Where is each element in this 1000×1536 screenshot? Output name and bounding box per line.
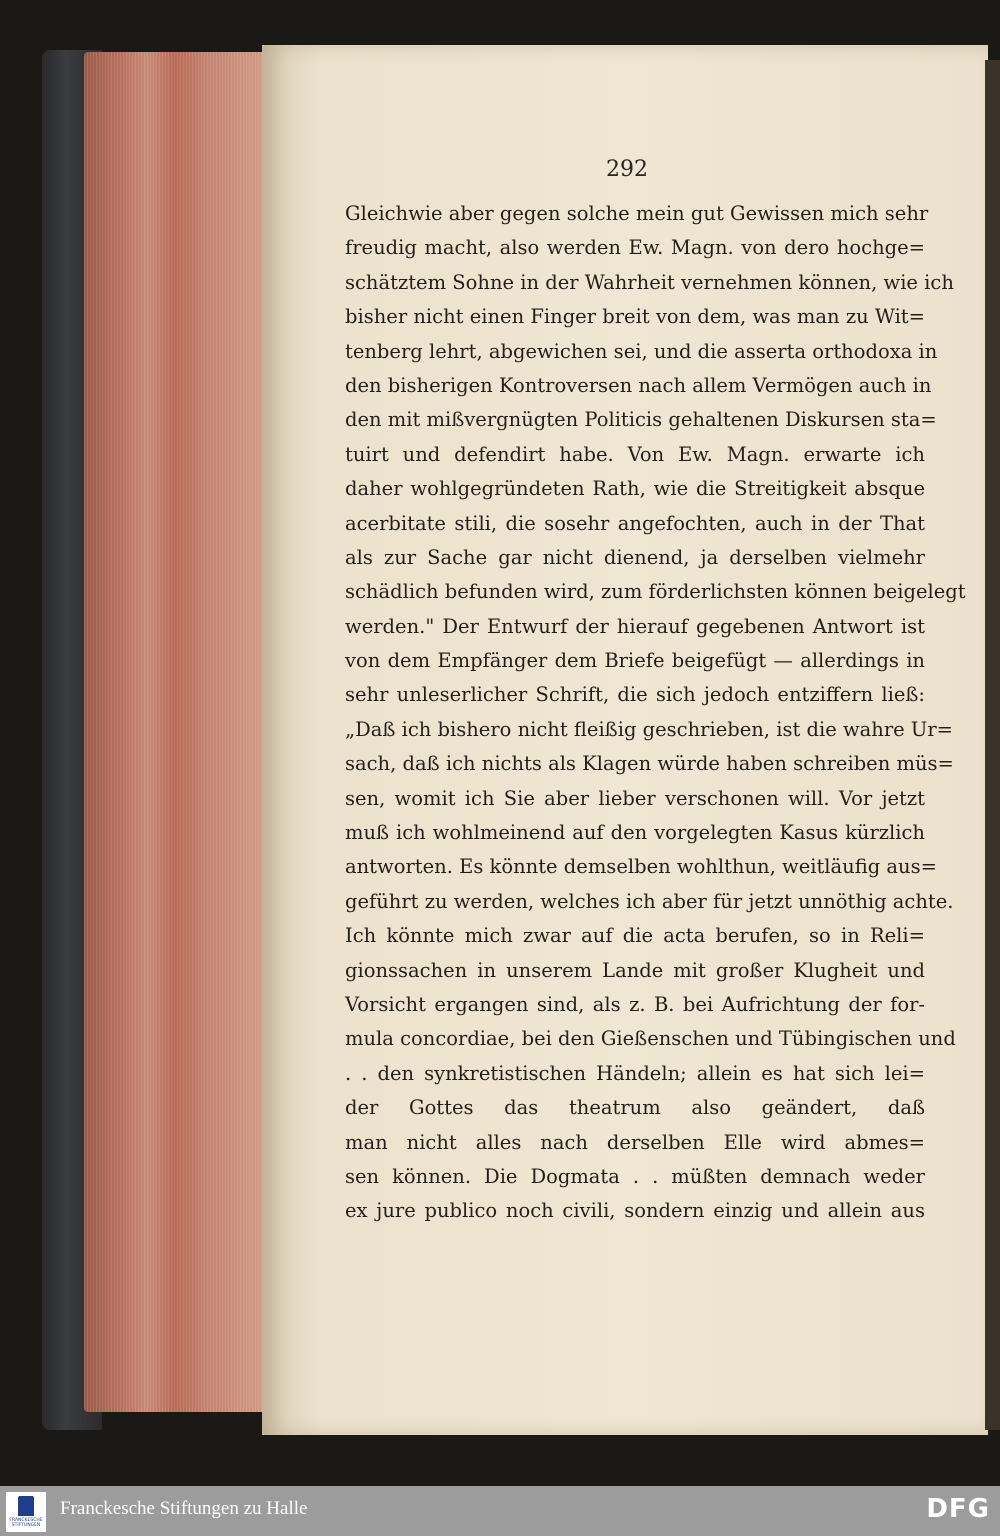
text-line: freudig macht, also werden Ew. Magn. von dero hochge=: [345, 236, 925, 260]
institution-logo: [6, 1492, 46, 1532]
text-line: schätztem Sohne in der Wahrheit vernehmen können, wie ich: [345, 270, 954, 294]
text-line: daher wohlgegründeten Rath, wie die Streitigkeit absque: [345, 477, 925, 501]
text-line: tuirt und defendirt habe. Von Ew. Magn. erwarte ich: [345, 442, 925, 466]
text-line: geführt zu werden, welches ich aber für jetzt unnöthig achte.: [345, 889, 954, 913]
text-line: Gleichwie aber gegen solche mein gut Gewissen mich sehr: [345, 202, 929, 225]
text-line: man nicht alles nach derselben Elle wird abmes=: [345, 1130, 925, 1154]
text-line: gionssachen in unserem Lande mit großer Klugheit und: [345, 958, 925, 982]
viewer-footer: [0, 1486, 1000, 1536]
right-page-edge: [985, 60, 1000, 1430]
logo-text: FRANCKESCHE STIFTUNGEN: [9, 1518, 43, 1528]
text-line: Vorsicht ergangen sind, als z. B. bei Aufrichtung der for-: [345, 992, 925, 1016]
text-line: von dem Empfänger dem Briefe beigefügt — allerdings in: [345, 649, 925, 673]
text-line: ex jure publico noch civili, sondern einzig und allein aus: [345, 1199, 925, 1223]
text-line: „Daß ich bishero nicht fleißig geschrieben, ist die wahre Ur=: [345, 717, 953, 741]
text-line: bisher nicht einen Finger breit von dem, was man zu Wit=: [345, 305, 925, 329]
page-text: [345, 197, 966, 1229]
text-line: acerbitate stili, die sosehr angefochten, auch in der That: [345, 511, 925, 535]
text-line: tenberg lehrt, abgewichen sei, und die asserta orthodoxa in: [345, 339, 938, 363]
institution-name: Franckesche Stiftungen zu Halle: [60, 1498, 308, 1519]
text-line: werden." Der Entwurf der hierauf gegebenen Antwort ist: [345, 614, 925, 638]
text-line: sen können. Die Dogmata . . müßten demnach weder: [345, 1164, 925, 1188]
text-line: der Gottes das theatrum also geändert, daß: [345, 1096, 925, 1120]
text-line: sehr unleserlicher Schrift, die sich jedoch entziffern ließ:: [345, 683, 925, 707]
text-line: sach, daß ich nichts als Klagen würde haben schreiben müs=: [345, 752, 954, 776]
text-line: . . den synkretistischen Händeln; allein es hat sich lei=: [345, 1061, 925, 1085]
page-edges: [84, 52, 264, 1412]
page-number: 292: [606, 157, 648, 182]
text-line: als zur Sache gar nicht dienend, ja derselben vielmehr: [345, 545, 925, 569]
dfg-logo: DFG: [926, 1494, 990, 1524]
text-line: mula concordiae, bei den Gießenschen und Tübingischen und: [345, 1027, 956, 1051]
text-line: sen, womit ich Sie aber lieber verschonen will. Vor jetzt: [345, 786, 925, 810]
text-line: Ich könnte mich zwar auf die acta berufen, so in Reli=: [345, 924, 925, 948]
text-line: den bisherigen Kontroversen nach allem Vermögen auch in: [345, 373, 932, 397]
text-line: den mit mißvergnügten Politicis gehaltenen Diskursen sta=: [345, 408, 937, 432]
text-line: muß ich wohlmeinend auf den vorgelegten Kasus kürzlich: [345, 821, 925, 845]
text-line: schädlich befunden wird, zum förderlichsten können beigelegt: [345, 580, 966, 604]
building-icon: [18, 1496, 34, 1516]
text-line: antworten. Es könnte demselben wohlthun, weitläufig aus=: [345, 855, 937, 879]
